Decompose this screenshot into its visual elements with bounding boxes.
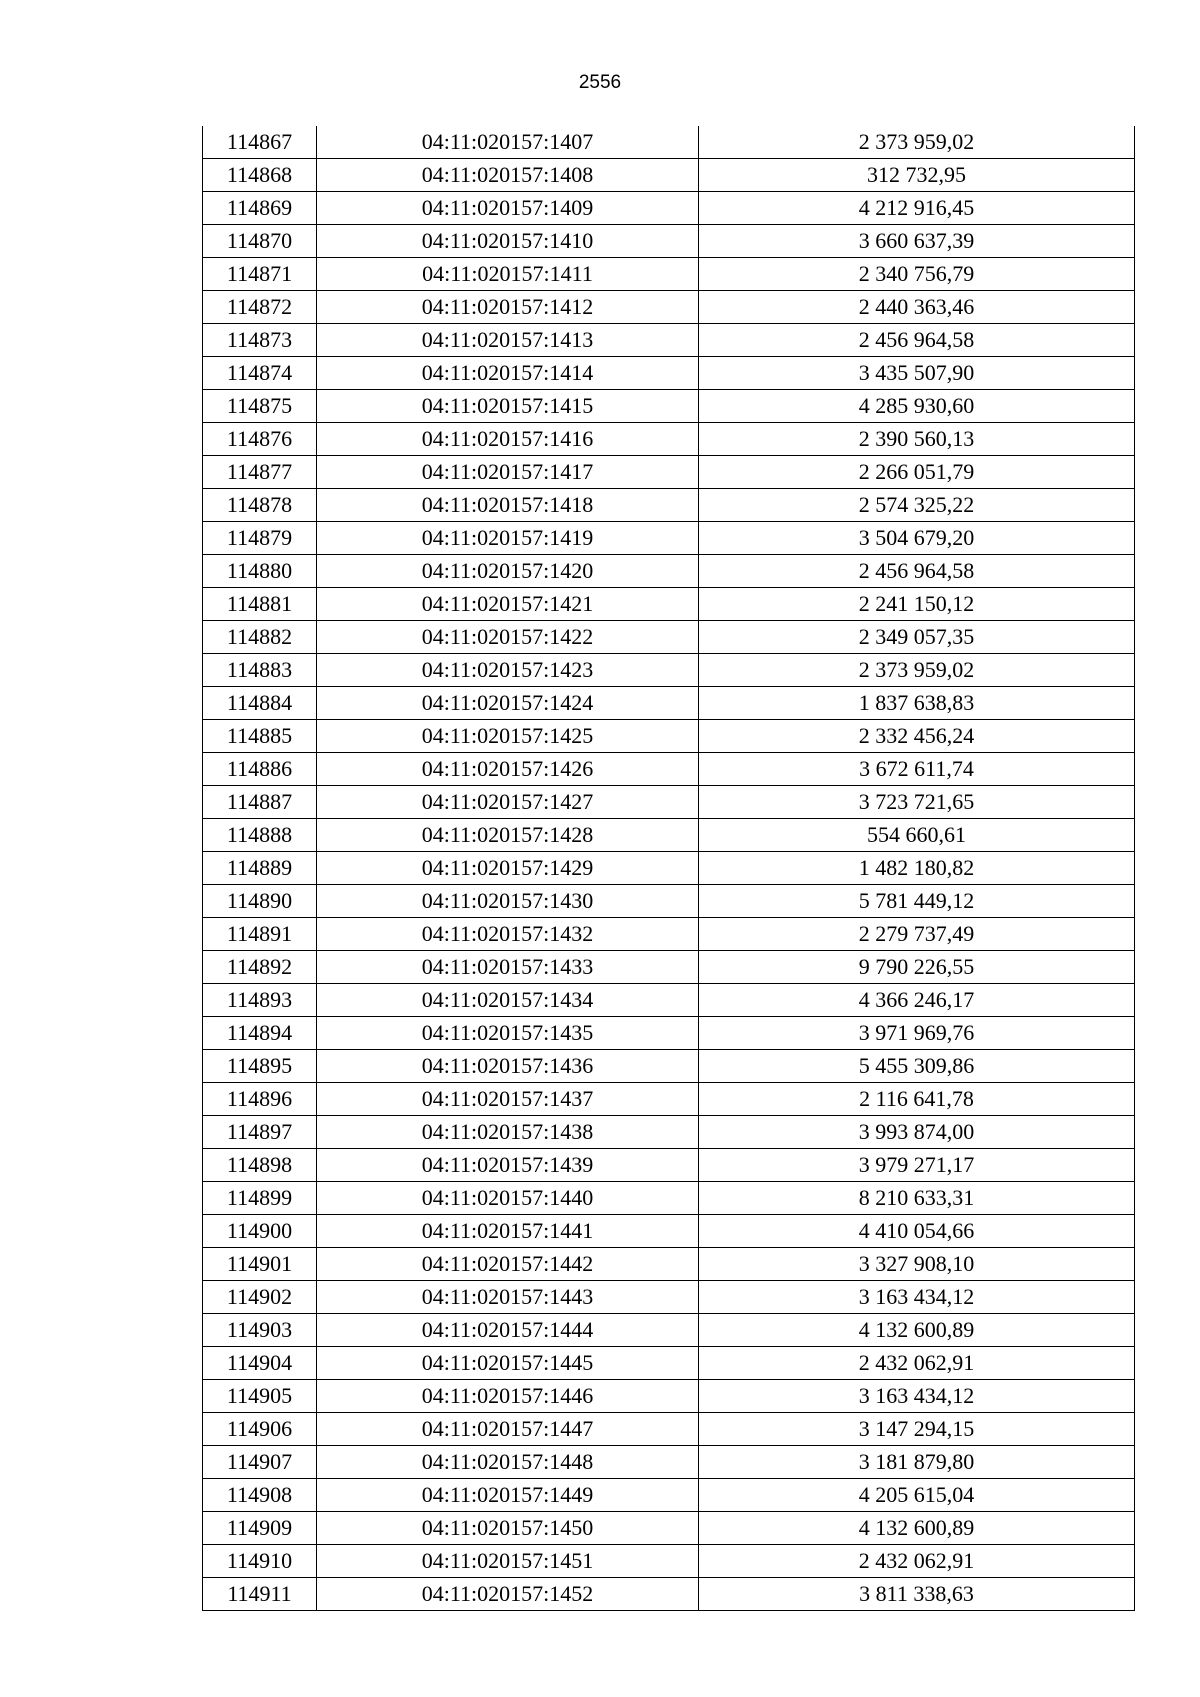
- row-number-cell: 114893: [203, 984, 317, 1017]
- table-row: [203, 159, 1135, 192]
- cadastral-number-cell: 04:11:020157:1420: [317, 555, 699, 588]
- cadastral-number-cell: 04:11:020157:1439: [317, 1149, 699, 1182]
- cadastral-number-cell: 04:11:020157:1436: [317, 1050, 699, 1083]
- table-row: [203, 489, 1135, 522]
- table-row: [203, 1347, 1135, 1380]
- row-number-cell: 114899: [203, 1182, 317, 1215]
- cadastral-number-cell: 04:11:020157:1449: [317, 1479, 699, 1512]
- cadastral-number-cell: 04:11:020157:1423: [317, 654, 699, 687]
- cadastral-number-cell: 04:11:020157:1432: [317, 918, 699, 951]
- cadastral-number-cell: 04:11:020157:1445: [317, 1347, 699, 1380]
- row-number-cell: 114894: [203, 1017, 317, 1050]
- cadastral-value-cell: 2 373 959,02: [699, 126, 1135, 159]
- cadastral-value-cell: 4 132 600,89: [699, 1512, 1135, 1545]
- cadastral-number-cell: 04:11:020157:1413: [317, 324, 699, 357]
- table-row: [203, 1215, 1135, 1248]
- table-row: [203, 984, 1135, 1017]
- row-number-cell: 114907: [203, 1446, 317, 1479]
- table-row: [203, 819, 1135, 852]
- cadastral-number-cell: 04:11:020157:1440: [317, 1182, 699, 1215]
- table-row: [203, 1248, 1135, 1281]
- cadastral-number-cell: 04:11:020157:1407: [317, 126, 699, 159]
- table-row: [203, 1017, 1135, 1050]
- table-row: [203, 1512, 1135, 1545]
- row-number-cell: 114908: [203, 1479, 317, 1512]
- cadastral-number-cell: 04:11:020157:1410: [317, 225, 699, 258]
- row-number-cell: 114900: [203, 1215, 317, 1248]
- cadastral-value-cell: 2 456 964,58: [699, 324, 1135, 357]
- table-row: [203, 1116, 1135, 1149]
- cadastral-number-cell: 04:11:020157:1409: [317, 192, 699, 225]
- row-number-cell: 114880: [203, 555, 317, 588]
- row-number-cell: 114881: [203, 588, 317, 621]
- cadastral-number-cell: 04:11:020157:1437: [317, 1083, 699, 1116]
- cadastral-number-cell: 04:11:020157:1428: [317, 819, 699, 852]
- row-number-cell: 114903: [203, 1314, 317, 1347]
- cadastral-value-cell: 3 811 338,63: [699, 1578, 1135, 1611]
- row-number-cell: 114892: [203, 951, 317, 984]
- cadastral-value-cell: 3 993 874,00: [699, 1116, 1135, 1149]
- page-number: 2556: [578, 72, 622, 93]
- cadastral-value-cell: 2 332 456,24: [699, 720, 1135, 753]
- table-row: [203, 1281, 1135, 1314]
- cadastral-number-cell: 04:11:020157:1448: [317, 1446, 699, 1479]
- table-row: [203, 1545, 1135, 1578]
- cadastral-value-cell: 2 116 641,78: [699, 1083, 1135, 1116]
- cadastral-number-cell: 04:11:020157:1430: [317, 885, 699, 918]
- cadastral-value-cell: 3 163 434,12: [699, 1281, 1135, 1314]
- cadastral-number-cell: 04:11:020157:1416: [317, 423, 699, 456]
- row-number-cell: 114877: [203, 456, 317, 489]
- cadastral-value-cell: 3 147 294,15: [699, 1413, 1135, 1446]
- cadastral-value-cell: 3 163 434,12: [699, 1380, 1135, 1413]
- cadastral-number-cell: 04:11:020157:1444: [317, 1314, 699, 1347]
- table-row: [203, 522, 1135, 555]
- cadastral-value-cell: 2 266 051,79: [699, 456, 1135, 489]
- table-row: [203, 1413, 1135, 1446]
- cadastral-value-cell: 312 732,95: [699, 159, 1135, 192]
- row-number-cell: 114890: [203, 885, 317, 918]
- row-number-cell: 114869: [203, 192, 317, 225]
- cadastral-number-cell: 04:11:020157:1441: [317, 1215, 699, 1248]
- table-row: [203, 1578, 1135, 1611]
- row-number-cell: 114872: [203, 291, 317, 324]
- cadastral-number-cell: 04:11:020157:1424: [317, 687, 699, 720]
- table-row: [203, 423, 1135, 456]
- row-number-cell: 114886: [203, 753, 317, 786]
- cadastral-value-cell: 2 349 057,35: [699, 621, 1135, 654]
- cadastral-value-cell: 3 672 611,74: [699, 753, 1135, 786]
- row-number-cell: 114885: [203, 720, 317, 753]
- row-number-cell: 114902: [203, 1281, 317, 1314]
- cadastral-number-cell: 04:11:020157:1426: [317, 753, 699, 786]
- cadastral-number-cell: 04:11:020157:1450: [317, 1512, 699, 1545]
- table-row: [203, 1479, 1135, 1512]
- cadastral-value-cell: 554 660,61: [699, 819, 1135, 852]
- cadastral-value-cell: 1 837 638,83: [699, 687, 1135, 720]
- cadastral-value-cell: 4 212 916,45: [699, 192, 1135, 225]
- row-number-cell: 114910: [203, 1545, 317, 1578]
- row-number-cell: 114889: [203, 852, 317, 885]
- cadastral-number-cell: 04:11:020157:1411: [317, 258, 699, 291]
- row-number-cell: 114870: [203, 225, 317, 258]
- row-number-cell: 114871: [203, 258, 317, 291]
- row-number-cell: 114875: [203, 390, 317, 423]
- cadastral-value-cell: 2 279 737,49: [699, 918, 1135, 951]
- cadastral-value-cell: 2 390 560,13: [699, 423, 1135, 456]
- table-row: [203, 621, 1135, 654]
- cadastral-number-cell: 04:11:020157:1417: [317, 456, 699, 489]
- cadastral-number-cell: 04:11:020157:1433: [317, 951, 699, 984]
- cadastral-value-cell: 3 723 721,65: [699, 786, 1135, 819]
- row-number-cell: 114896: [203, 1083, 317, 1116]
- cadastral-number-cell: 04:11:020157:1419: [317, 522, 699, 555]
- cadastral-number-cell: 04:11:020157:1415: [317, 390, 699, 423]
- cadastral-number-cell: 04:11:020157:1427: [317, 786, 699, 819]
- cadastral-value-cell: 3 504 679,20: [699, 522, 1135, 555]
- row-number-cell: 114884: [203, 687, 317, 720]
- row-number-cell: 114879: [203, 522, 317, 555]
- cadastral-value-cell: 2 456 964,58: [699, 555, 1135, 588]
- cadastral-number-cell: 04:11:020157:1447: [317, 1413, 699, 1446]
- cadastral-value-cell: 2 440 363,46: [699, 291, 1135, 324]
- row-number-cell: 114878: [203, 489, 317, 522]
- cadastral-value-cell: 3 971 969,76: [699, 1017, 1135, 1050]
- table-body: [203, 126, 1135, 1611]
- table-row: [203, 126, 1135, 159]
- row-number-cell: 114888: [203, 819, 317, 852]
- cadastral-value-cell: 3 435 507,90: [699, 357, 1135, 390]
- table-row: [203, 852, 1135, 885]
- cadastral-number-cell: 04:11:020157:1421: [317, 588, 699, 621]
- row-number-cell: 114876: [203, 423, 317, 456]
- cadastral-number-cell: 04:11:020157:1442: [317, 1248, 699, 1281]
- row-number-cell: 114868: [203, 159, 317, 192]
- cadastral-number-cell: 04:11:020157:1446: [317, 1380, 699, 1413]
- row-number-cell: 114883: [203, 654, 317, 687]
- cadastral-number-cell: 04:11:020157:1451: [317, 1545, 699, 1578]
- table-row: [203, 555, 1135, 588]
- cadastral-value-cell: 4 205 615,04: [699, 1479, 1135, 1512]
- table-row: [203, 654, 1135, 687]
- cadastral-number-cell: 04:11:020157:1434: [317, 984, 699, 1017]
- table-row: [203, 687, 1135, 720]
- cadastral-value-cell: 4 366 246,17: [699, 984, 1135, 1017]
- table-row: [203, 753, 1135, 786]
- row-number-cell: 114897: [203, 1116, 317, 1149]
- cadastral-value-cell: 3 660 637,39: [699, 225, 1135, 258]
- row-number-cell: 114891: [203, 918, 317, 951]
- row-number-cell: 114874: [203, 357, 317, 390]
- cadastral-value-cell: 5 455 309,86: [699, 1050, 1135, 1083]
- table-row: [203, 324, 1135, 357]
- cadastral-value-cell: 4 285 930,60: [699, 390, 1135, 423]
- table-row: [203, 918, 1135, 951]
- cadastral-number-cell: 04:11:020157:1443: [317, 1281, 699, 1314]
- cadastral-value-cell: 1 482 180,82: [699, 852, 1135, 885]
- cadastral-value-cell: 2 340 756,79: [699, 258, 1135, 291]
- row-number-cell: 114873: [203, 324, 317, 357]
- table-row: [203, 357, 1135, 390]
- cadastral-value-cell: 3 979 271,17: [699, 1149, 1135, 1182]
- cadastral-number-cell: 04:11:020157:1435: [317, 1017, 699, 1050]
- row-number-cell: 114895: [203, 1050, 317, 1083]
- row-number-cell: 114887: [203, 786, 317, 819]
- cadastral-number-cell: 04:11:020157:1412: [317, 291, 699, 324]
- table-row: [203, 225, 1135, 258]
- row-number-cell: 114901: [203, 1248, 317, 1281]
- cadastral-value-cell: 9 790 226,55: [699, 951, 1135, 984]
- table-row: [203, 1149, 1135, 1182]
- cadastral-value-cell: 2 432 062,91: [699, 1545, 1135, 1578]
- cadastral-value-cell: 3 327 908,10: [699, 1248, 1135, 1281]
- cadastral-number-cell: 04:11:020157:1425: [317, 720, 699, 753]
- table-row: [203, 885, 1135, 918]
- cadastral-value-cell: 2 574 325,22: [699, 489, 1135, 522]
- cadastral-number-cell: 04:11:020157:1408: [317, 159, 699, 192]
- table-row: [203, 1050, 1135, 1083]
- cadastral-value-cell: 3 181 879,80: [699, 1446, 1135, 1479]
- table-row: [203, 258, 1135, 291]
- cadastral-value-cell: 2 432 062,91: [699, 1347, 1135, 1380]
- table-row: [203, 192, 1135, 225]
- cadastral-value-cell: 4 410 054,66: [699, 1215, 1135, 1248]
- row-number-cell: 114909: [203, 1512, 317, 1545]
- cadastral-number-cell: 04:11:020157:1414: [317, 357, 699, 390]
- row-number-cell: 114911: [203, 1578, 317, 1611]
- table-row: [203, 1314, 1135, 1347]
- cadastral-value-table: [202, 126, 1135, 1611]
- table-row: [203, 786, 1135, 819]
- table-row: [203, 1380, 1135, 1413]
- cadastral-number-cell: 04:11:020157:1418: [317, 489, 699, 522]
- table-row: [203, 390, 1135, 423]
- table-row: [203, 588, 1135, 621]
- cadastral-value-cell: 2 241 150,12: [699, 588, 1135, 621]
- table-row: [203, 1083, 1135, 1116]
- row-number-cell: 114904: [203, 1347, 317, 1380]
- cadastral-value-cell: 4 132 600,89: [699, 1314, 1135, 1347]
- table-row: [203, 720, 1135, 753]
- cadastral-number-cell: 04:11:020157:1422: [317, 621, 699, 654]
- cadastral-value-cell: 8 210 633,31: [699, 1182, 1135, 1215]
- table-row: [203, 456, 1135, 489]
- table-row: [203, 291, 1135, 324]
- row-number-cell: 114905: [203, 1380, 317, 1413]
- table-row: [203, 1446, 1135, 1479]
- table-row: [203, 951, 1135, 984]
- cadastral-value-cell: 5 781 449,12: [699, 885, 1135, 918]
- cadastral-value-cell: 2 373 959,02: [699, 654, 1135, 687]
- table-row: [203, 1182, 1135, 1215]
- cadastral-number-cell: 04:11:020157:1452: [317, 1578, 699, 1611]
- cadastral-number-cell: 04:11:020157:1429: [317, 852, 699, 885]
- row-number-cell: 114867: [203, 126, 317, 159]
- row-number-cell: 114882: [203, 621, 317, 654]
- row-number-cell: 114898: [203, 1149, 317, 1182]
- row-number-cell: 114906: [203, 1413, 317, 1446]
- cadastral-number-cell: 04:11:020157:1438: [317, 1116, 699, 1149]
